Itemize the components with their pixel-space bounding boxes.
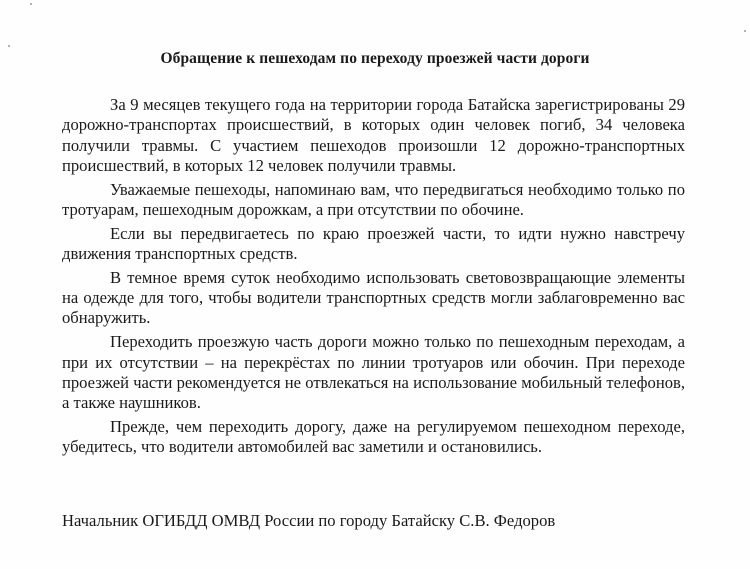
scan-speck	[30, 3, 32, 5]
paragraph-reflective-elements: В темное время суток необходимо использовать световозвращающие элементы на одежде для того, чтобы водители транспортных средств могли заблаговременно вас обнаружить.	[62, 267, 685, 328]
signature-line: Начальник ОГИБДД ОМВД России по городу Батайску С.В. Федоров	[62, 511, 556, 530]
scan-speck	[8, 45, 10, 47]
scan-speck	[744, 30, 746, 32]
paragraph-sidewalks: Уважаемые пешеходы, напоминаю вам, что передвигаться необходимо только по тротуарам, пешеходным дорожкам, а при отсутствии по обочине.	[62, 179, 685, 219]
document-body	[62, 95, 685, 461]
paragraph-statistics: За 9 месяцев текущего года на территории города Батайска зарегистрированы 29 дорожно-транспортах происшествий, в которых один человек погиб, 34 человека получили травмы. С участием пешеходов произошли 12 дорожно-транспортных происшествий, в которых 12 человек получили травмы.	[62, 95, 685, 175]
paragraph-check-drivers: Прежде, чем переходить дорогу, даже на регулируемом пешеходном переходе, убедитесь, что водители автомобилей вас заметили и остановились.	[62, 416, 685, 457]
paragraph-crossing-rules: Переходить проезжую часть дороги можно только по пешеходным переходам, а при их отсутствии – на перекрёстах по линии тротуаров или обочин. При переходе проезжей части рекомендуется не отвлекаться на использование мобильный телефонов, а также наушников.	[62, 332, 685, 413]
paragraph-road-edge: Если вы передвигаетесь по краю проезжей части, то идти нужно навстречу движения транспортных средств.	[62, 223, 685, 264]
document-title: Обращение к пешеходам по переходу проезжей части дороги	[160, 50, 590, 67]
